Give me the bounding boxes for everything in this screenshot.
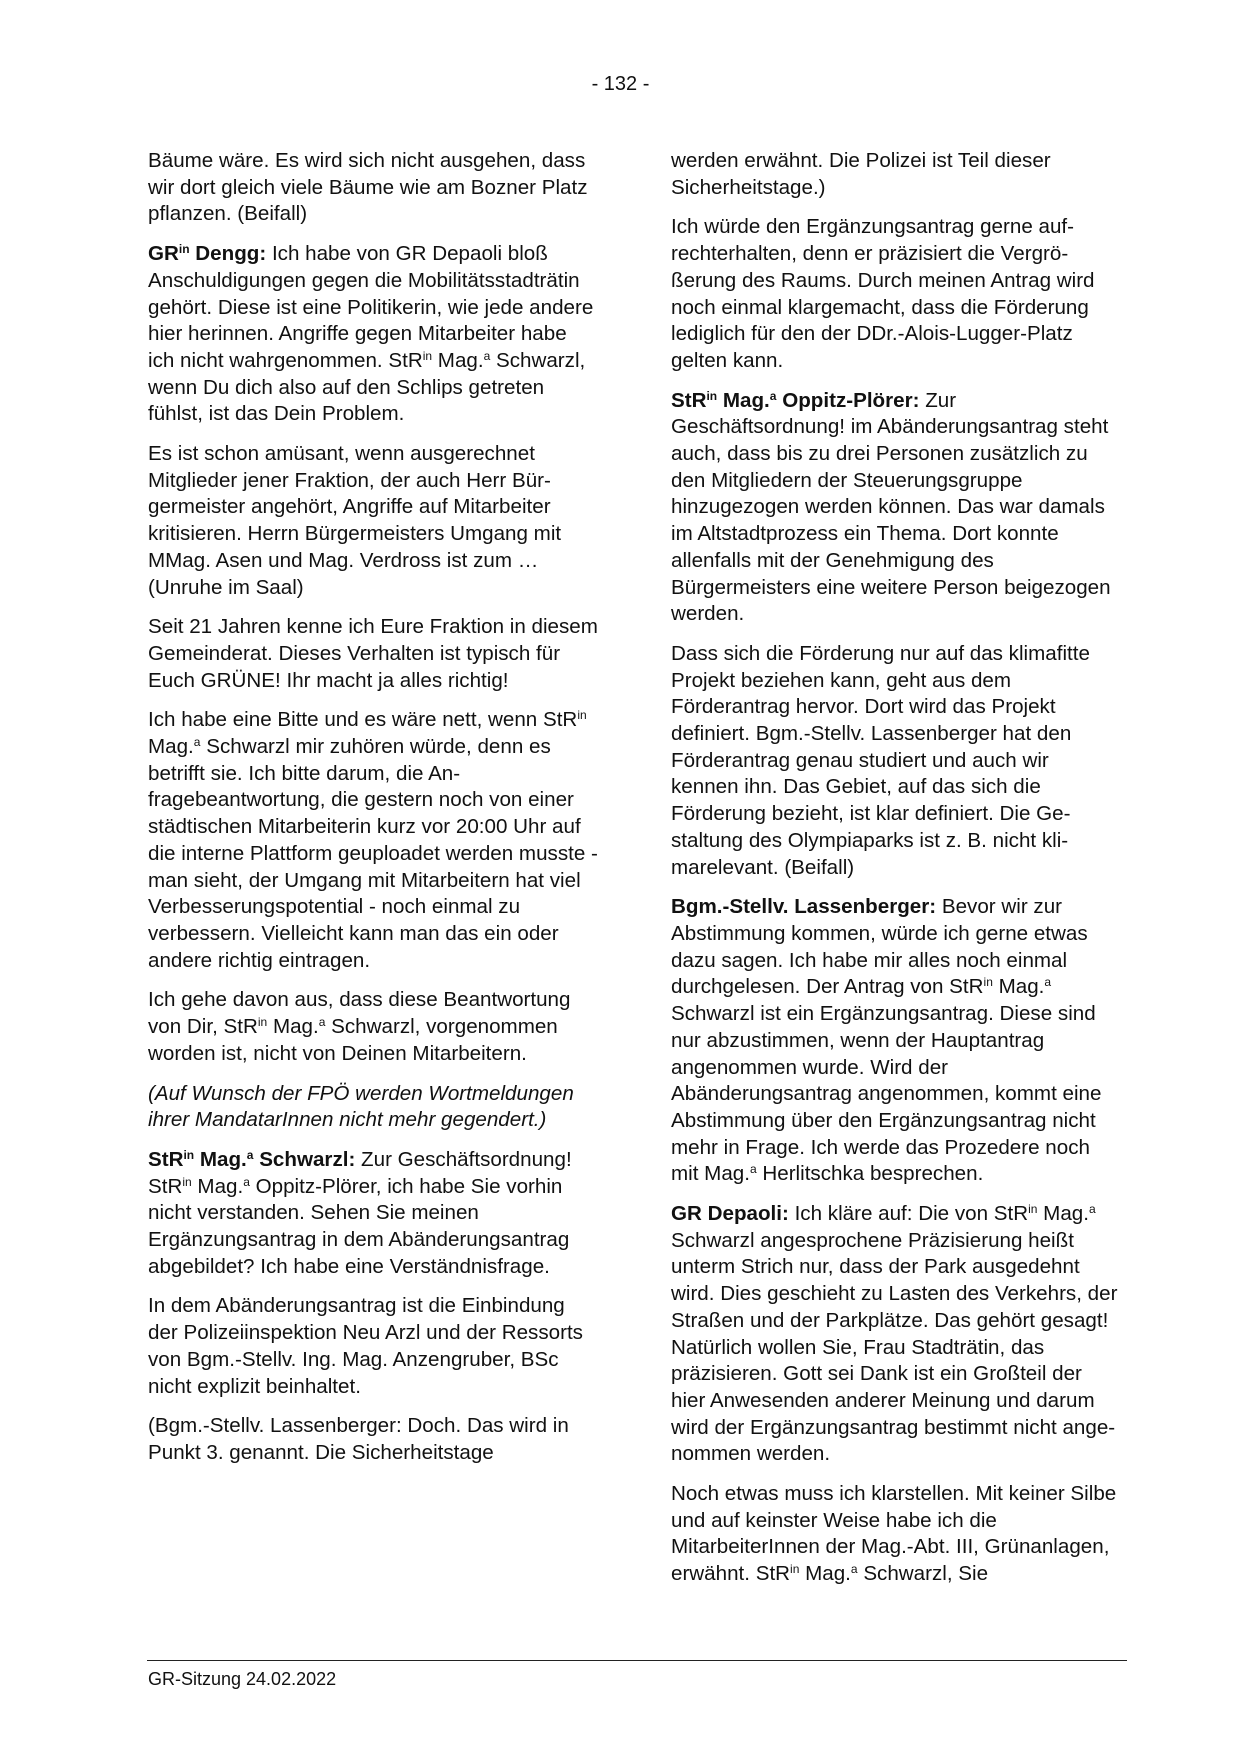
paragraph: $GR^{in}$ Dengg: Ich habe von GR Depaoli bloß Anschuldigungen gegen die Mobilitätsstadträtin gehört. Diese ist eine Politikerin, wie jede andere hier herinnen. Angriffe gegen Mitarbeiter habe ich nicht wahrgenommen. StR$^{in}$ Mag.$^a$ Schwarzl, wenn Du dich also auf den Schlips getreten fühlst, ist das Dein Problem. — [148, 242, 594, 426]
paragraph: StR$^{in}$ Mag.$^a$ Schwarzl: Zur Geschäftsordnung! StR$^{in}$ Mag.$^a$ Oppitz-Plörer, ich habe Sie vorhin nicht verstanden. Sehen Sie meinen Ergänzungsantrag in dem Abänderungsantrag abgebildet? Ich habe eine Verständnisfrage. — [148, 1147, 572, 1278]
paragraph: In dem Abänderungsantrag ist die Einbindung der Polizeiinspektion Neu Arzl und der Ressorts von Bgm.-Stellv. Ing. Mag. Anzengruber, BSc nicht explizit beinhaltet. — [148, 1294, 583, 1398]
speaker-name: StR$^{in}$ Mag.$^a$ Oppitz-Plörer: — [671, 388, 920, 412]
page-number: - 132 - — [591, 73, 650, 95]
speaker-name: StR$^{in}$ Mag.$^a$ Schwarzl: — [148, 1147, 356, 1171]
right-column — [671, 148, 1121, 1601]
paragraph: StR$^{in}$ Mag.$^a$ Oppitz-Plörer: Zur Geschäftsordnung! im Abänderungsantrag steht auch, dass bis zu drei Personen zusätzlich zu den Mitgliedern der Steuerungsgruppe hinzugezogen werden können. Das war damals im Altstadtprozess ein Thema. Dort konnte allenfalls mit der Genehmigung des Bürgermeisters eine weitere Person beigezogen werden. — [671, 388, 1111, 626]
speaker-name: $GR^{in}$ Dengg: — [148, 242, 267, 266]
left-column — [148, 148, 598, 1480]
editorial-note: (Auf Wunsch der FPÖ werden Wortmeldungen ihrer MandatarInnen nicht mehr gegendert.) — [148, 1081, 574, 1132]
footer-text: GR-Sitzung 24.02.2022 — [148, 1669, 337, 1689]
paragraph: Seit 21 Jahren kenne ich Eure Fraktion in diesem Gemeinderat. Dieses Verhalten ist typisch für Euch GRÜNE! Ihr macht ja alles richtig! — [148, 615, 598, 692]
paragraph: Ich habe eine Bitte und es wäre nett, wenn StR$^{in}$ Mag.$^a$ Schwarzl mir zuhören würde, denn es betrifft sie. Ich bitte darum, die Anfragebeantwortung, die gestern noch von einer städtischen Mitarbeiterin kurz vor 20:00 Uhr auf die interne Plattform geuploadet werden musste - man sieht, der Umgang mit Mitarbeitern hat viel Verbesserungspotential - noch einmal zu verbessern. Vielleicht kann man das ein oder andere richtig eintragen. — [148, 708, 598, 972]
footer-divider — [147, 1660, 1127, 1661]
paragraph: Noch etwas muss ich klarstellen. Mit keiner Silbe und auf keinster Weise habe ich die MitarbeiterInnen der Mag.-Abt. III, Grünanlagen, erwähnt. StR$^{in}$ Mag.$^a$ Schwarzl, Sie — [671, 1482, 1117, 1586]
speaker-name: GR Depaoli: — [671, 1202, 789, 1226]
paragraph: Ich gehe davon aus, dass diese Beantwortung von Dir, StR$^{in}$ Mag.$^a$ Schwarzl, vorgenommen worden ist, nicht von Deinen Mitarbeitern. — [148, 988, 571, 1065]
paragraph: Dass sich die Förderung nur auf das klimafitte Projekt beziehen kann, geht aus dem Förderantrag hervor. Dort wird das Projekt definiert. Bgm.-Stellv. Lassenberger hat den Förderantrag genau studiert und auch wir kennen ihn. Das Gebiet, auf das sich die Förderung bezieht, ist klar definiert. Die Gestaltung des Olympiaparks ist z. B. nicht klimarelevant. (Beifall) — [671, 641, 1090, 879]
paragraph: werden erwähnt. Die Polizei ist Teil dieser Sicherheitstage.) — [671, 149, 1051, 199]
paragraph-text: Bäume wäre. Es wird sich nicht ausgehen, dass wir dort gleich viele Bäume wie am Bozner Platz pflanzen. (Beifall) — [148, 149, 588, 226]
paragraph: Es ist schon amüsant, wenn ausgerechnet Mitglieder jener Fraktion, der auch Herr Bürgermeister angehört, Angriffe auf Mitarbeiter kritisieren. Herrn Bürgermeisters Umgang mit MMag. Asen und Mag. Verdross ist zum … (Unruhe im Saal) — [148, 442, 562, 599]
paragraph — [148, 148, 598, 228]
paragraph: GR Depaoli: Ich kläre auf: Die von StR$^{in}$ Mag.$^a$ Schwarzl angesprochene Präzisierung heißt unterm Strich nur, dass der Park ausgedehnt wird. Dies geschieht zu Lasten des Verkehrs, der Straßen und der Parkplätze. Das gehört gesagt! Natürlich wollen Sie, Frau Stadträtin, das präzisieren. Gott sei Dank ist ein Großteil der hier Anwesenden anderer Meinung und darum wird der Ergänzungsantrag bestimmt nicht angenommen werden. — [671, 1202, 1118, 1466]
paragraph: Ich würde den Ergänzungsantrag gerne aufrechterhalten, denn er präzisiert die Vergrößerung des Raums. Durch meinen Antrag wird noch einmal klargemacht, dass die Förderung lediglich für den der DDr.-Alois-Lugger-Platz gelten kann. — [671, 215, 1095, 372]
paragraph: Bgm.-Stellv. Lassenberger: Bevor wir zur Abstimmung kommen, würde ich gerne etwas dazu sagen. Ich habe mir alles noch einmal durchgelesen. Der Antrag von StR$^{in}$ Mag.$^a$ Schwarzl ist ein Ergänzungsantrag. Diese sind nur abzustimmen, wenn der Hauptantrag angenommen wurde. Wird der Abänderungsantrag angenommen, kommt eine Abstimmung über den Ergänzungsantrag nicht mehr in Frage. Ich werde das Prozedere noch mit Mag.$^a$ Herlitschka besprechen. — [671, 895, 1102, 1186]
speaker-name: Bgm.-Stellv. Lassenberger: — [671, 895, 937, 919]
paragraph: (Bgm.-Stellv. Lassenberger: Doch. Das wird in Punkt 3. genannt. Die Sicherheitstage — [148, 1414, 569, 1464]
